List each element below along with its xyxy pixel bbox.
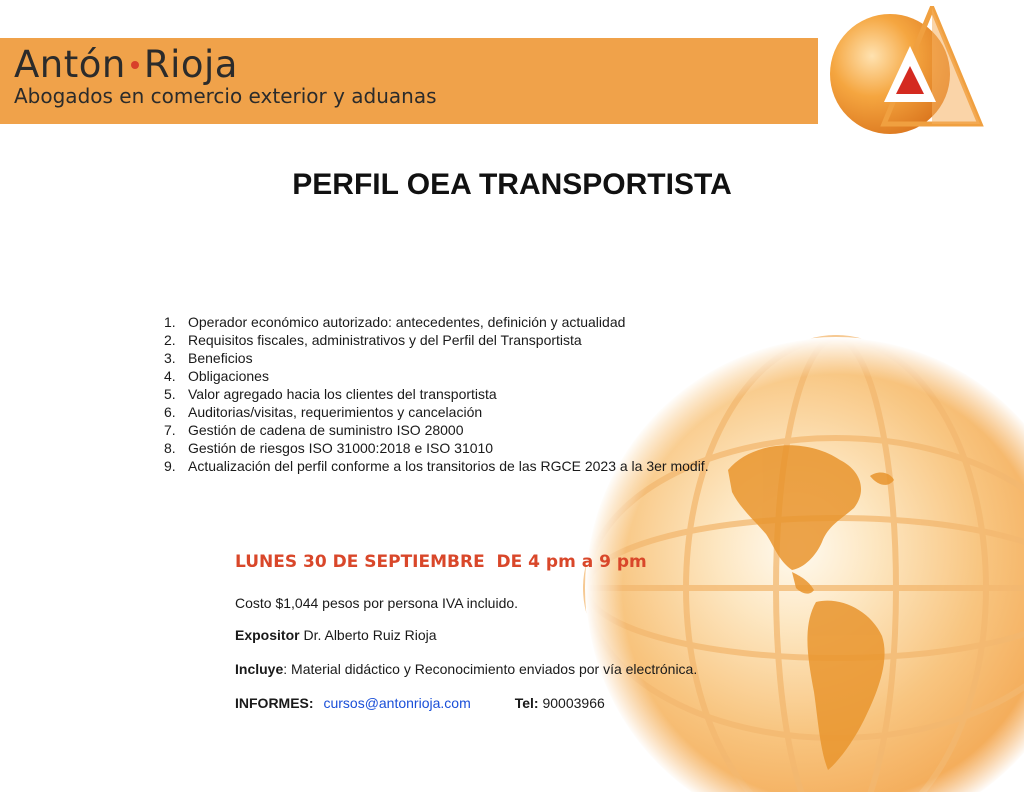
page-title: PERFIL OEA TRANSPORTISTA xyxy=(292,168,732,201)
list-item xyxy=(164,367,709,385)
speaker-label: Expositor xyxy=(235,627,300,643)
event-includes xyxy=(235,662,697,676)
list-item xyxy=(164,313,709,331)
list-item-number: 7. xyxy=(164,422,176,438)
list-item-number: 9. xyxy=(164,458,176,474)
brand-name-first: Antón xyxy=(14,43,126,86)
includes-label: Incluye xyxy=(235,661,284,677)
list-item-text: Operador económico autorizado: antecedentes, definición y actualidad xyxy=(188,314,626,330)
list-item-text: Actualización del perfil conforme a los transitorios de las RGCE 2023 a la 3er modif. xyxy=(188,458,709,474)
triangle-sphere-logo-icon xyxy=(828,6,984,138)
brand-name-second: Rioja xyxy=(143,43,238,86)
tel-number: 90003966 xyxy=(542,695,605,711)
list-item-text: Obligaciones xyxy=(188,368,269,384)
brand-tagline: Abogados en comercio exterior y aduanas xyxy=(14,84,437,108)
list-item-text: Valor agregado hacia los clientes del transportista xyxy=(188,386,497,402)
list-item-text: Gestión de riesgos ISO 31000:2018 e ISO 31010 xyxy=(188,440,494,456)
contact-email-link[interactable]: cursos@antonrioja.com xyxy=(323,695,471,711)
list-item xyxy=(164,331,709,349)
list-item xyxy=(164,349,709,367)
list-item-number: 5. xyxy=(164,386,176,402)
list-item-text: Gestión de cadena de suministro ISO 28000 xyxy=(188,422,464,438)
list-item xyxy=(164,439,709,457)
list-item-number: 4. xyxy=(164,368,176,384)
includes-text: : Material didáctico y Reconocimiento enviados por vía electrónica. xyxy=(283,661,698,677)
list-item-text: Beneficios xyxy=(188,350,253,366)
contact-label: INFORMES: xyxy=(235,695,314,711)
event-contact xyxy=(235,696,605,710)
list-item xyxy=(164,403,709,421)
list-item-number: 8. xyxy=(164,440,176,456)
event-speaker xyxy=(235,628,437,642)
list-item-text: Auditorias/visitas, requerimientos y cancelación xyxy=(188,404,483,420)
topics-list xyxy=(164,313,709,475)
list-item xyxy=(164,421,709,439)
event-date: LUNES 30 DE SEPTIEMBRE DE 4 pm a 9 pm xyxy=(235,552,647,572)
list-item xyxy=(164,385,709,403)
brand-separator-dot xyxy=(131,61,139,69)
list-item-number: 2. xyxy=(164,332,176,348)
list-item-text: Requisitos fiscales, administrativos y del Perfil del Transportista xyxy=(188,332,582,348)
speaker-name: Dr. Alberto Ruiz Rioja xyxy=(303,627,437,643)
brand-name xyxy=(14,43,238,86)
list-item-number: 1. xyxy=(164,314,176,330)
tel-label: Tel: xyxy=(514,695,539,711)
list-item xyxy=(164,457,709,475)
list-item-number: 6. xyxy=(164,404,176,420)
list-item-number: 3. xyxy=(164,350,176,366)
event-cost: Costo $1,044 pesos por persona IVA incluido. xyxy=(235,595,519,611)
